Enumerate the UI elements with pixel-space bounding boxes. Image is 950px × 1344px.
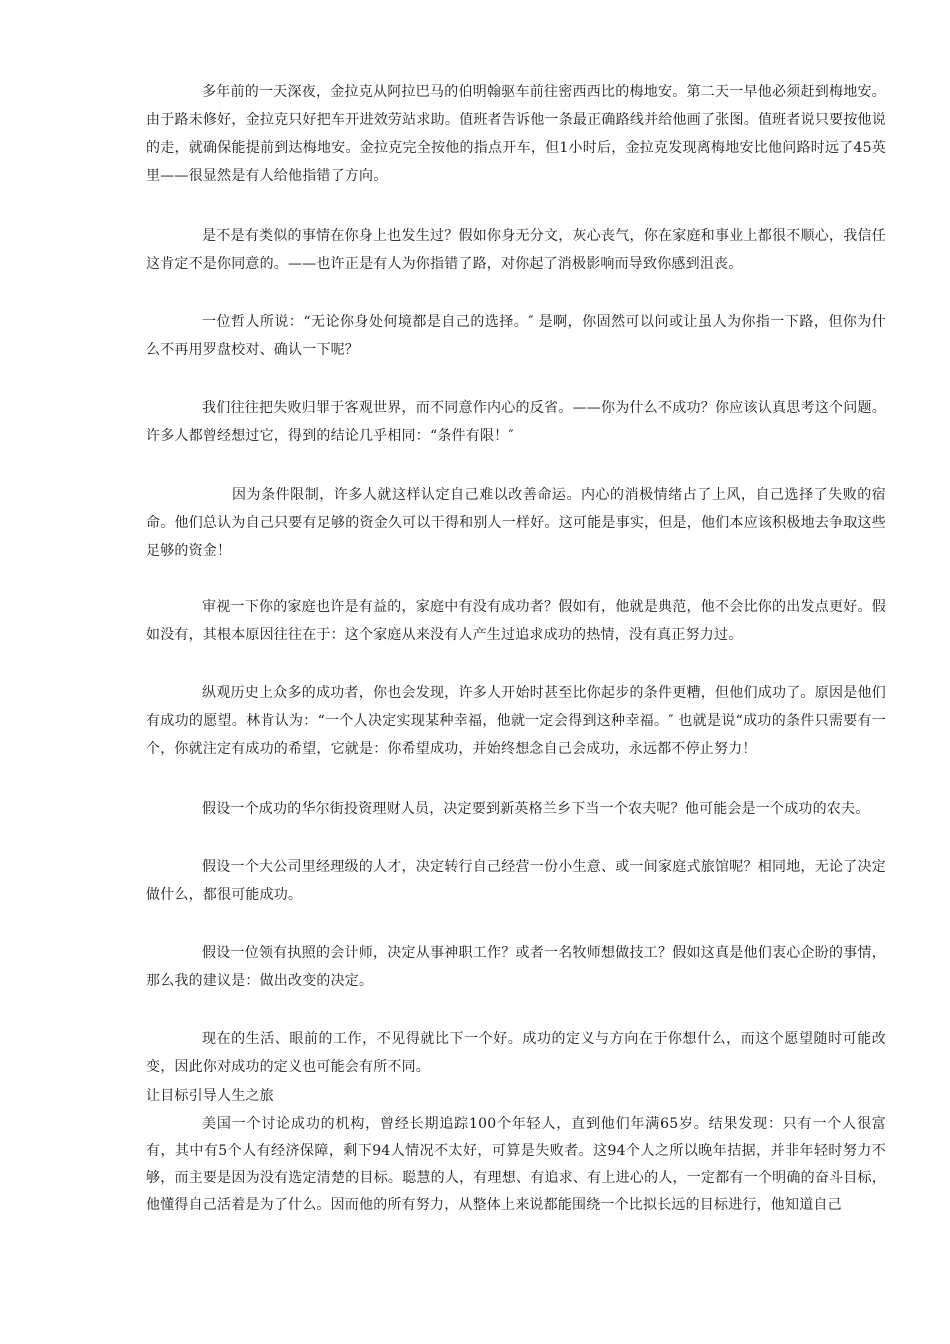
paragraph-11: 现在的生活、眼前的工作，不见得就比下一个好。成功的定义与方向在于你想什么，而这个愿望随时可能改变，因此你对成功的定义也可能会有所不同。 (146, 1031, 886, 1075)
paragraph-5: 因为条件限制，许多人就这样认定自己难以改善命运。内心的消极情绪占了上风，自己选择了失败的宿命。他们总认为自己只要有足够的资金久可以干得和别人一样好。这可能是事实，但是，他们本应该积极地去争取这些足够的资金！ (146, 487, 886, 559)
paragraph-10: 假设一位领有执照的会计师，决定从事神职工作？或者一名牧师想做技工？假如这真是他们衷心企盼的事情，那么我的建议是：做出改变的决定。 (146, 945, 886, 989)
paragraph-3: 一位哲人所说：“无论你身处何境都是自己的选择。″ 是啊，你固然可以问或让虽人为你指一下路，但你为什么不再用罗盘校对、确认一下呢？ (146, 314, 886, 358)
section-heading: 让目标引导人生之旅 (146, 1088, 274, 1104)
paragraph-2: 是不是有类似的事情在你身上也发生过？假如你身无分文，灰心丧气，你在家庭和事业上都很不顺心，我信任这肯定不是你同意的。——也许正是有人为你指错了路，对你起了消极影响而导致你感到沮丧。 (146, 228, 886, 272)
paragraph-7: 纵观历史上众多的成功者，你也会发现，许多人开始时甚至比你起步的条件更糟，但他们成功了。原因是他们有成功的愿望。林肯认为：“一个人决定实现某种幸福，他就一定会得到这种幸福。″ 也就是说“成功的条件只需要有一个，你就注定有成功的希望，它就是：你希望成功，并始终想念自己会成功，永远都不停止努力！ (146, 685, 886, 757)
paragraph-8: 假设一个成功的华尔街投资理财人员，决定要到新英格兰乡下当一个农夫呢？他可能会是一个成功的农夫。 (202, 801, 870, 817)
section-paragraph: 美国一个讨论成功的机构，曾经长期追踪100个年轻人，直到他们年满65岁。结果发现：只有一个人很富有，其中有5个人有经济保障，剩下94人情况不太好，可算是失败者。这94个人之所以晚年拮据，并非年轻时努力不够，而主要是因为没有选定清楚的目标。聪慧的人，有理想、有追求、有上进心的人，一定都有一个明确的奋斗目标，他懂得自己活着是为了什么。因而他的所有努力，从整体上来说都能围绕一个比拟长远的目标进行，他知道自己 (146, 1116, 886, 1213)
paragraph-4: 我们往往把失败归罪于客观世界，而不同意作内心的反省。——你为什么不成功？你应该认真思考这个问题。许多人都曾经想过它，得到的结论几乎相同：“条件有限！″ (146, 400, 886, 444)
paragraph-6: 审视一下你的家庭也许是有益的，家庭中有没有成功者？假如有，他就是典范，他不会比你的出发点更好。假如没有，其根本原因往往在于：这个家庭从来没有人产生过追求成功的热情，没有真正努力过。 (146, 599, 886, 643)
paragraph-9: 假设一个大公司里经理级的人才，决定转行自己经营一份小生意、或一间家庭式旅馆呢？相同地，无论了决定做什么，都很可能成功。 (146, 859, 886, 903)
paragraph-1: 多年前的一天深夜，金拉克从阿拉巴马的伯明翰驱车前往密西西比的梅地安。第二天一早他必须赶到梅地安。由于路未修好，金拉克只好把车开进效劳站求助。值班者告诉他一条最正确路线并给他画了张图。值班者说只要按他说的走，就确保能提前到达梅地安。金拉克完全按他的指点开车，但1小时后，金拉克发现离梅地安比他问路时远了45英里——很显然是有人给他指错了方向。 (146, 84, 886, 184)
